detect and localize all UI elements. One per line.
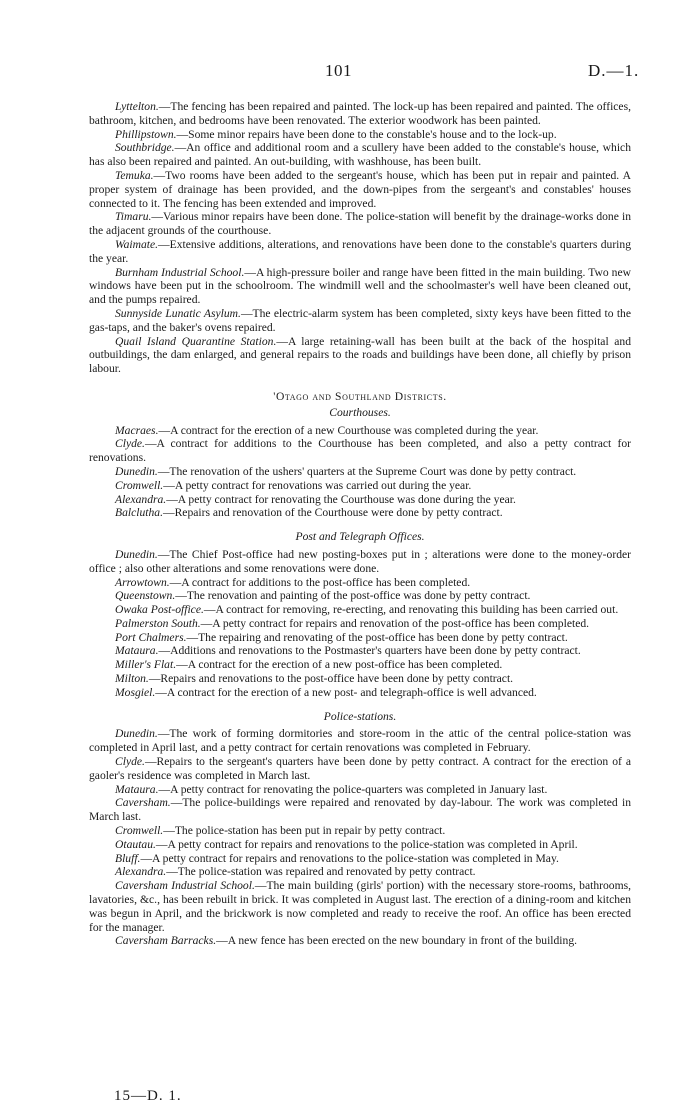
place-name: Dunedin. (115, 464, 158, 478)
paragraph (89, 424, 631, 438)
district-heading: 'Otago and Southland Districts. (273, 389, 447, 403)
paragraph (89, 465, 631, 479)
paragraph-text: —Repairs and renovations to the post-office have been done by petty contract. (148, 672, 514, 686)
paragraph (89, 437, 631, 465)
paragraph (89, 493, 631, 507)
place-name: Milton. (115, 672, 149, 686)
paragraph-text: —The renovation and painting of the post-office was done by petty contract. (175, 589, 531, 603)
document-reference: D.—1. (588, 61, 640, 80)
place-name: Bluff. (115, 851, 141, 865)
place-name: Cromwell. (115, 824, 164, 838)
page-number: 101 (325, 61, 352, 80)
paragraph (89, 128, 631, 142)
page-header (0, 61, 700, 88)
place-name: Waimate. (115, 237, 159, 251)
paragraph (89, 210, 631, 238)
paragraph-text: —The work of forming dormitories and store-room in the attic of the central police-station was completed in April last, and a petty contract for certain renovations was completed in February. (89, 727, 631, 755)
place-name: Dunedin. (115, 727, 158, 741)
spacer (89, 700, 631, 708)
place-name: Phillipstown. (115, 127, 177, 141)
place-name: Alexandra. (115, 865, 167, 879)
place-name: Caversham. (115, 796, 171, 810)
place-name: Timaru. (115, 210, 152, 224)
paragraph-text: —A petty contract for repairs and renovations to the police-station was completed in May. (140, 851, 559, 865)
paragraph (89, 755, 631, 783)
place-name: Alexandra. (115, 492, 167, 506)
paragraph-text: —Extensive additions, alterations, and renovations have been done to the constable's quarters during the year. (89, 237, 631, 265)
paragraph-text: —A petty contract for renovations was carried out during the year. (163, 478, 472, 492)
paragraph (89, 852, 631, 866)
paragraph (89, 865, 631, 879)
place-name: Lyttelton. (115, 100, 159, 113)
place-name: Dunedin. (115, 547, 158, 561)
paragraph-text: —The main building (girls' portion) with the necessary store-rooms, bathrooms, lavatories, &c., has been rebuilt in brick. It was completed in August last. The erection of a dining-room and kitchen was begun in April, and the brickwork is now completed and ready to receive the roof. An office has been erected for the manager. (89, 879, 631, 934)
paragraph-text: —A contract for additions to the Courthouse has been completed, and also a petty contract for renovations. (89, 437, 631, 465)
place-name: Otautau. (115, 837, 156, 851)
paragraph-text: —Additions and renovations to the Postmaster's quarters have been done by petty contract. (158, 644, 581, 658)
place-name: Mosgiel. (115, 685, 156, 699)
paragraph (89, 589, 631, 603)
place-name: Caversham Industrial School. (115, 879, 255, 893)
post-offices-heading: Post and Telegraph Offices. (295, 530, 425, 544)
paragraph (89, 548, 631, 576)
paragraph-text: —The police-station was repaired and renovated by petty contract. (166, 865, 476, 879)
canterbury-section (89, 100, 631, 376)
paragraph (89, 631, 631, 645)
place-name: Sunnyside Lunatic Asylum. (115, 306, 241, 320)
place-name: Clyde. (115, 437, 145, 451)
paragraph (89, 100, 631, 128)
paragraph (89, 672, 631, 686)
paragraph (89, 266, 631, 307)
place-name: Mataura. (115, 782, 159, 796)
place-name: Port Chalmers. (115, 630, 187, 644)
paragraph (89, 506, 631, 520)
paragraph (89, 783, 631, 797)
paragraph (89, 617, 631, 631)
place-name: Southbridge. (115, 141, 175, 155)
place-name: Miller's Flat. (115, 658, 177, 672)
paragraph-text: —The electric-alarm system has been completed, sixty keys have been fitted to the gas-taps, and the baker's ovens repaired. (89, 306, 631, 334)
paragraph (89, 824, 631, 838)
paragraph-text: —Repairs to the sergeant's quarters have been done by petty contract. A contract for the erection of a gaoler's residence was completed in March last. (89, 755, 631, 782)
place-name: Burnham Industrial School. (115, 265, 245, 279)
paragraph-text: —A contract for the erection of a new post- and telegraph-office is well advanced. (155, 685, 537, 699)
place-name: Cromwell. (115, 478, 164, 492)
paragraph-text: —A new fence has been erected on the new boundary in front of the building. (216, 934, 578, 948)
paragraph-text: —The police-station has been put in repair by petty contract. (163, 824, 446, 838)
spacer (89, 520, 631, 528)
paragraph-text: —A petty contract for renovating the Courthouse was done during the year. (166, 492, 516, 506)
place-name: Caversham Barracks. (115, 934, 217, 948)
paragraph (89, 658, 631, 672)
paragraph-text: —An office and additional room and a scullery have been added to the constable's house, which has also been repaired and painted. An out-building, with washhouse, has been built. (89, 141, 631, 169)
place-name: Quail Island Quarantine Station. (115, 334, 277, 348)
post-offices-section (89, 530, 631, 700)
place-name: Arrowtown. (115, 575, 170, 589)
paragraph-text: —A large retaining-wall has been built at the back of the hospital and outbuildings, the dam enlarged, and general repairs to the roads and buildings have been done, all chiefly by prison labour. (89, 334, 631, 376)
paragraph-text: —A contract for removing, re-erecting, and renovating this building has been carried out. (203, 603, 619, 617)
paragraph (89, 335, 631, 376)
paragraph (89, 838, 631, 852)
place-name: Mataura. (115, 644, 159, 658)
paragraph (89, 644, 631, 658)
police-stations-heading: Police-stations. (323, 709, 397, 723)
paragraph (89, 169, 631, 210)
paragraph-text: —Two rooms have been added to the sergeant's house, which has been put in repair and painted. A proper system of drainage has been provided, and the down-pipes from the sergeant's and constables' houses connected to it. The fencing has been extended and improved. (89, 168, 631, 210)
paragraph (89, 576, 631, 590)
paragraph (89, 686, 631, 700)
place-name: Queenstown. (115, 589, 176, 603)
paragraph (89, 238, 631, 266)
police-stations-section (89, 710, 631, 949)
place-name: Palmerston South. (115, 616, 201, 630)
paragraph-text: —A high-pressure boiler and range have been fitted in the main building. Two new windows have been put in the schoolroom. The windmill well and the schoolmaster's well have been cleaned out, and the pumps repaired. (89, 265, 631, 307)
paragraph-text: —Some minor repairs have been done to the constable's house and to the lock-up. (176, 127, 557, 141)
paragraph-text: —The fencing has been repaired and painted. The lock-up has been repaired and painted. The offices, bathroom, kitchen, and bedrooms have been renovated. The exterior woodwork has been painted. (89, 100, 631, 127)
paragraph-text: —The repairing and renovating of the post-office has been done by petty contract. (186, 630, 568, 644)
place-name: Clyde. (115, 755, 145, 769)
paragraph-text: —A contract for additions to the post-office has been completed. (169, 575, 471, 589)
page-footer-signature: 15—D. 1. (114, 1088, 182, 1104)
paragraph-text: —The renovation of the ushers' quarters at the Supreme Court was done by petty contract. (157, 464, 577, 478)
paragraph-text: —A petty contract for repairs and renovations to the police-station was completed in April. (155, 837, 578, 851)
paragraph-text: —The police-buildings were repaired and renovated by day-labour. The work was completed in March last. (89, 796, 631, 824)
paragraph-text: —A petty contract for repairs and renovation of the post-office has been completed. (200, 616, 590, 630)
paragraph-text: —A petty contract for renovating the police-quarters was completed in January last. (158, 782, 548, 796)
paragraph (89, 141, 631, 169)
paragraph (89, 879, 631, 934)
paragraph-text: —Repairs and renovation of the Courthouse were done by petty contract. (162, 506, 503, 520)
paragraph (89, 307, 631, 335)
courthouses-section (89, 406, 631, 520)
paragraph (89, 934, 631, 948)
place-name: Balclutha. (115, 506, 163, 520)
place-name: Macraes. (115, 423, 159, 437)
paragraph (89, 796, 631, 824)
paragraph-text: —Various minor repairs have been done. The police-station will benefit by the drainage-works done in the adjacent grounds of the courthouse. (89, 210, 631, 238)
paragraph (89, 727, 631, 755)
paragraph (89, 603, 631, 617)
courthouses-heading: Courthouses. (329, 405, 391, 419)
paragraph-text: —A contract for the erection of a new Courthouse was completed during the year. (158, 423, 539, 437)
paragraph-text: —A contract for the erection of a new post-office has been completed. (176, 658, 503, 672)
page-body (89, 100, 631, 948)
place-name: Temuka. (115, 168, 154, 182)
place-name: Owaka Post-office. (115, 603, 204, 617)
paragraph-text: —The Chief Post-office had new posting-boxes put in ; alterations were done to the money-order office ; also other alterations and some renovations were done. (89, 547, 631, 575)
paragraph (89, 479, 631, 493)
